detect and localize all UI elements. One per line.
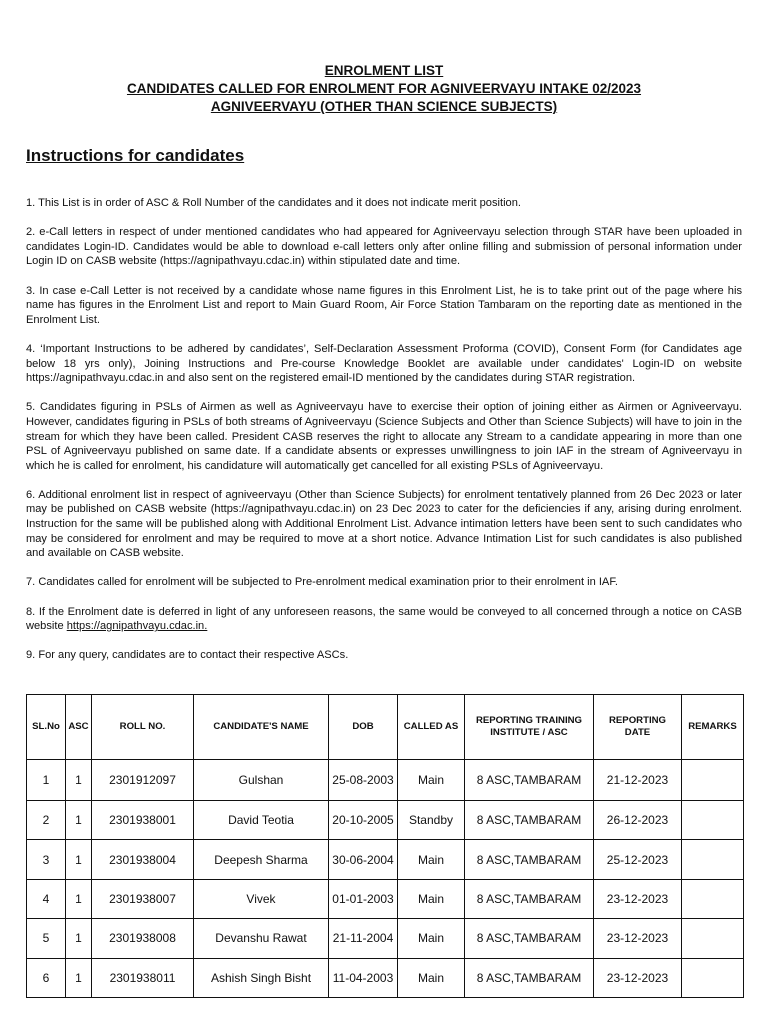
instruction-8 xyxy=(26,605,742,634)
cell-dob: 25-08-2003 xyxy=(329,760,398,801)
cell-roll-no: 2301938008 xyxy=(92,919,194,958)
cell-reporting-date: 25-12-2023 xyxy=(594,840,682,879)
header-asc: ASC xyxy=(66,695,92,760)
header-roll-no: ROLL NO. xyxy=(92,695,194,760)
header-stream: AGNIVEERVAYU (OTHER THAN SCIENCE SUBJECTS) xyxy=(210,99,558,114)
cell-remarks xyxy=(682,958,744,997)
cell-called-as: Standby xyxy=(398,801,465,840)
cell-dob: 20-10-2005 xyxy=(329,801,398,840)
instruction-4: 4. ‘Important Instructions to be adhered by candidates’, Self-Declaration Assessment Proforma (COVID), Consent Form (for Candidates age below 18 yrs only), Joining Instructions and Pre-course Knowledge Booklet are available under candidates' Login-ID on website https://agnipathvayu.cdac.in and also sent on the registered email-ID mentioned by the candidates during STAR registration. xyxy=(26,342,742,385)
cell-reporting-date: 21-12-2023 xyxy=(594,760,682,801)
cell-roll-no: 2301912097 xyxy=(92,760,194,801)
cell-roll-no: 2301938004 xyxy=(92,840,194,879)
cell-slno: 5 xyxy=(27,919,66,958)
cell-reporting-date: 26-12-2023 xyxy=(594,801,682,840)
cell-remarks xyxy=(682,879,744,918)
cell-candidate-name: Gulshan xyxy=(194,760,329,801)
table-row xyxy=(27,958,744,997)
cell-called-as: Main xyxy=(398,760,465,801)
cell-slno: 6 xyxy=(27,958,66,997)
cell-dob: 21-11-2004 xyxy=(329,919,398,958)
cell-asc: 1 xyxy=(66,958,92,997)
table-row xyxy=(27,801,744,840)
header-reporting-date: REPORTING DATE xyxy=(594,695,682,760)
instruction-2: 2. e-Call letters in respect of under mentioned candidates who had appeared for Agniveervayu selection through STAR have been uploaded in candidates Login-ID. Candidates would be able to download e-call letters only after online filling and submission of personal information under Login ID on CASB website (https://agnipathvayu.cdac.in) within stipulated date and time. xyxy=(26,226,742,268)
cell-remarks xyxy=(682,801,744,840)
cell-asc: 1 xyxy=(66,919,92,958)
instruction-6: 6. Additional enrolment list in respect of agniveervayu (Other than Science Subjects) for enrolment tentatively planned from 26 Dec 2023 or later may be published on CASB website (https://agnipathvayu.cdac.in) on 23 Dec 2023 to cater for the deficiencies if any, arising during enrolment. Instruction for the same will be published along with Additional Enrolment List. Advance intimation letters have been sent to such candidates who may be considered for enrolment and may be required to move at a short notice. Advance Intimation List for such candidates is also published and available on CASB website. xyxy=(26,488,742,560)
cell-reporting-date: 23-12-2023 xyxy=(594,919,682,958)
document-header xyxy=(0,62,768,116)
cell-roll-no: 2301938007 xyxy=(92,879,194,918)
instructions-title: Instructions for candidates xyxy=(26,146,245,165)
table-row xyxy=(27,760,744,801)
cell-dob: 11-04-2003 xyxy=(329,958,398,997)
cell-called-as: Main xyxy=(398,958,465,997)
cell-dob: 01-01-2003 xyxy=(329,879,398,918)
header-reporting-institute: REPORTING TRAINING INSTITUTE / ASC xyxy=(465,695,594,760)
cell-roll-no: 2301938011 xyxy=(92,958,194,997)
cell-reporting-institute: 8 ASC,TAMBARAM xyxy=(465,760,594,801)
cell-candidate-name: Devanshu Rawat xyxy=(194,919,329,958)
header-subtitle: CANDIDATES CALLED FOR ENROLMENT FOR AGNIVEERVAYU INTAKE 02/2023 xyxy=(126,81,642,96)
instruction-7: 7. Candidates called for enrolment will be subjected to Pre-enrolment medical examination prior to their enrolment in IAF. xyxy=(26,576,618,589)
cell-dob: 30-06-2004 xyxy=(329,840,398,879)
cell-called-as: Main xyxy=(398,879,465,918)
cell-remarks xyxy=(682,760,744,801)
instruction-8-text: 8. If the Enrolment date is deferred in light of any unforeseen reasons, the same would be conveyed to all concerned through a notice on CASB website xyxy=(26,605,742,633)
table-row xyxy=(27,919,744,958)
header-remarks: REMARKS xyxy=(682,695,744,760)
cell-remarks xyxy=(682,840,744,879)
cell-candidate-name: Deepesh Sharma xyxy=(194,840,329,879)
cell-reporting-date: 23-12-2023 xyxy=(594,958,682,997)
header-title: ENROLMENT LIST xyxy=(324,63,444,78)
table-header-row xyxy=(27,695,744,760)
cell-reporting-institute: 8 ASC,TAMBARAM xyxy=(465,919,594,958)
cell-candidate-name: Ashish Singh Bisht xyxy=(194,958,329,997)
cell-slno: 4 xyxy=(27,879,66,918)
cell-candidate-name: Vivek xyxy=(194,879,329,918)
casb-website-link[interactable]: https://agnipathvayu.cdac.in. xyxy=(66,620,208,633)
cell-asc: 1 xyxy=(66,840,92,879)
cell-asc: 1 xyxy=(66,801,92,840)
header-dob: DOB xyxy=(329,695,398,760)
enrolment-table xyxy=(26,694,744,998)
cell-slno: 3 xyxy=(27,840,66,879)
cell-asc: 1 xyxy=(66,879,92,918)
table-row xyxy=(27,879,744,918)
cell-remarks xyxy=(682,919,744,958)
instruction-9: 9. For any query, candidates are to contact their respective ASCs. xyxy=(26,649,349,662)
header-candidate-name: CANDIDATE'S NAME xyxy=(194,695,329,760)
cell-slno: 1 xyxy=(27,760,66,801)
header-slno: SL.No xyxy=(27,695,66,760)
cell-called-as: Main xyxy=(398,919,465,958)
instruction-3: 3. In case e-Call Letter is not received by a candidate whose name figures in this Enrolment List, he is to take print out of the page where his name has figures in the Enrolment List and report to Main Guard Room, Air Force Station Tambaram on the reporting date as mentioned in the Enrolment List. xyxy=(26,284,742,326)
table-row xyxy=(27,840,744,879)
cell-asc: 1 xyxy=(66,760,92,801)
instruction-5: 5. Candidates figuring in PSLs of Airmen as well as Agniveervayu have to exercise their option of joining either as Airmen or Agniveervayu. However, candidates figuring in PSLs of both streams of Agniveervayu (Science Subjects and Other than Science Subjects) will have to join in the stream for which they have been called. President CASB reserves the right to allocate any Stream to a candidate appearing in more than one PSL of Agniveervayu published on same date. If a candidate absents or expresses unwillingness to join IAF in the stream of Agniveervayu in which he is called for enrolment, his candidature will automatically get cancelled for all existing PSLs of Agniveervayu. xyxy=(26,401,742,472)
cell-roll-no: 2301938001 xyxy=(92,801,194,840)
header-called-as: CALLED AS xyxy=(398,695,465,760)
instructions-list xyxy=(26,196,742,663)
cell-reporting-institute: 8 ASC,TAMBARAM xyxy=(465,879,594,918)
cell-reporting-institute: 8 ASC,TAMBARAM xyxy=(465,958,594,997)
cell-called-as: Main xyxy=(398,840,465,879)
cell-candidate-name: David Teotia xyxy=(194,801,329,840)
cell-reporting-institute: 8 ASC,TAMBARAM xyxy=(465,840,594,879)
cell-reporting-date: 23-12-2023 xyxy=(594,879,682,918)
cell-slno: 2 xyxy=(27,801,66,840)
instruction-1: 1. This List is in order of ASC & Roll Number of the candidates and it does not indicate merit position. xyxy=(26,197,521,209)
cell-reporting-institute: 8 ASC,TAMBARAM xyxy=(465,801,594,840)
